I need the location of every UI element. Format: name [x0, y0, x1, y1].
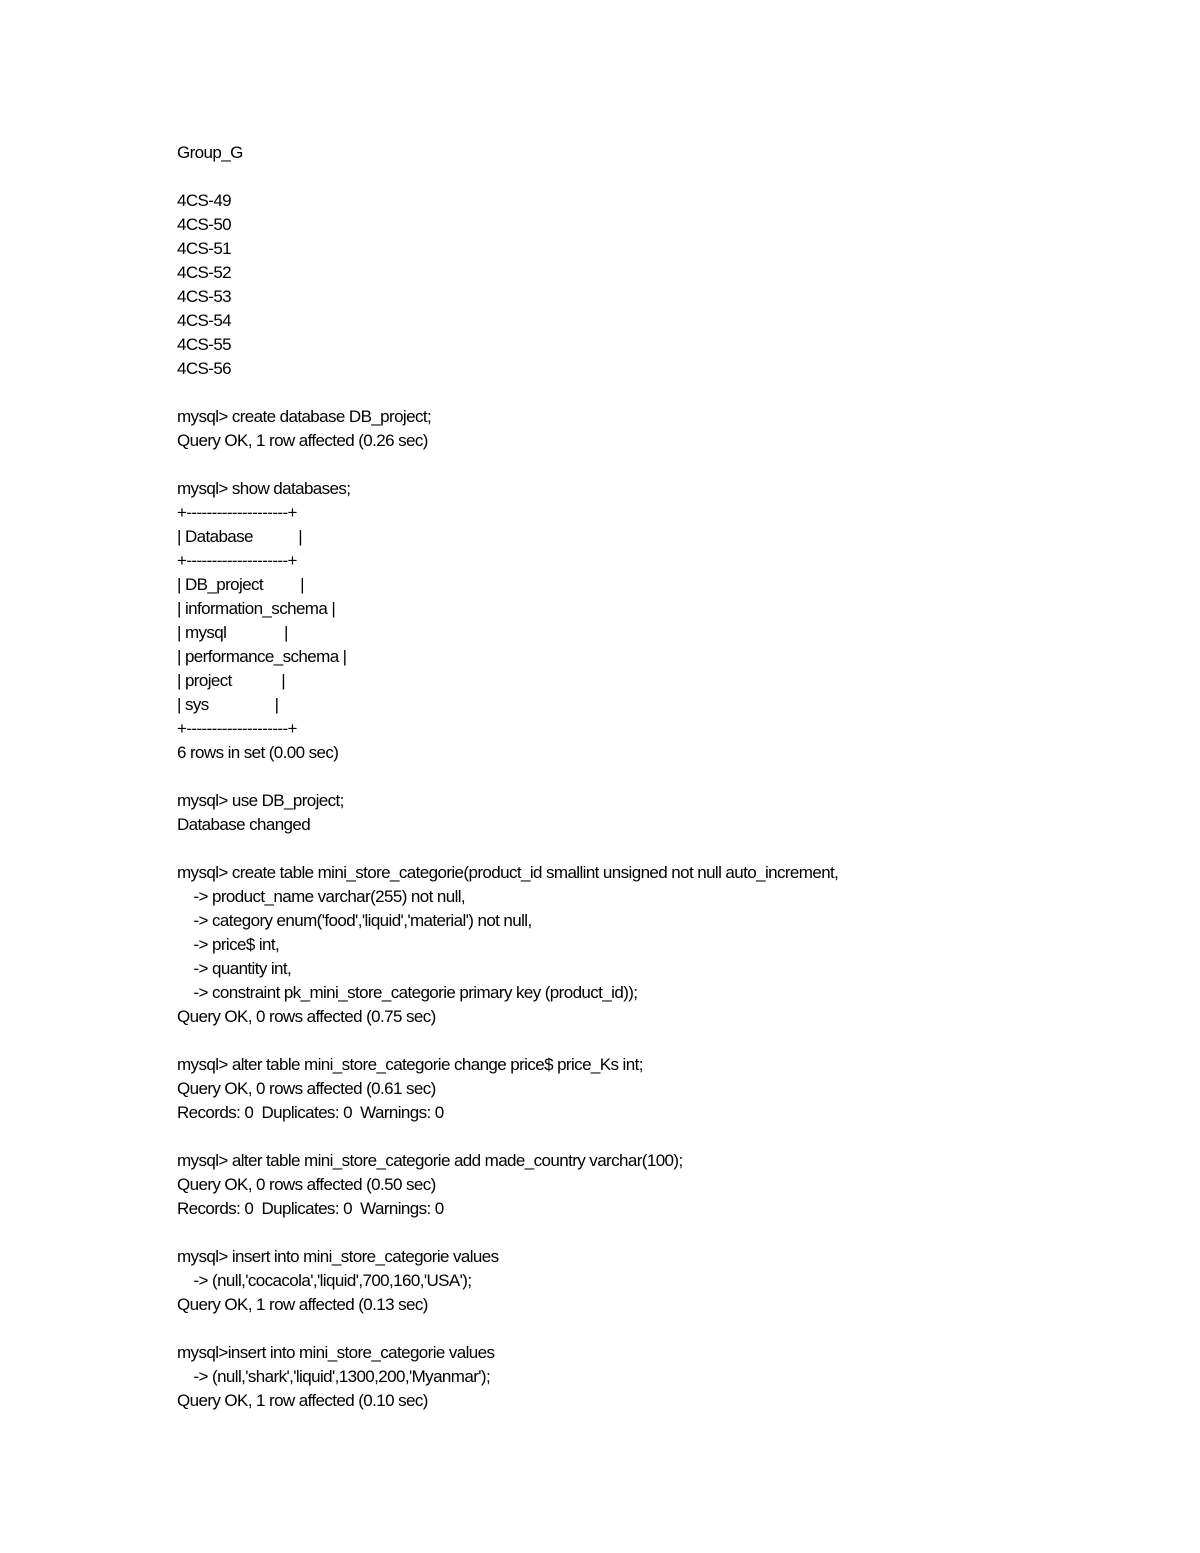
- sql-continuation-line: -> (null,'shark','liquid',1300,200,'Myanmar');: [177, 1367, 491, 1386]
- sql-continuation-line: -> price$ int,: [177, 935, 280, 954]
- section-use-database: [177, 789, 1077, 837]
- sql-command-line: mysql> insert into mini_store_categorie values: [177, 1247, 499, 1266]
- member-list: [177, 189, 1077, 381]
- table-row-line: | information_schema |: [177, 599, 336, 618]
- table-row-line: | sys |: [177, 695, 279, 714]
- sql-output-line: Records: 0 Duplicates: 0 Warnings: 0: [177, 1199, 444, 1218]
- table-border-line: +--------------------+: [177, 719, 297, 738]
- sql-command-line: mysql> create table mini_store_categorie(product_id smallint unsigned not null auto_increment,: [177, 863, 839, 882]
- section-create-database: [177, 405, 1077, 453]
- member-id: 4CS-50: [177, 215, 232, 234]
- blank-line: [177, 165, 1077, 189]
- sql-output-line: Query OK, 1 row affected (0.13 sec): [177, 1295, 428, 1314]
- sql-continuation-line: -> product_name varchar(255) not null,: [177, 887, 466, 906]
- sql-output-line: Records: 0 Duplicates: 0 Warnings: 0: [177, 1103, 444, 1122]
- member-id: 4CS-49: [177, 191, 232, 210]
- section-show-databases: [177, 477, 1077, 765]
- document-body: [177, 141, 1077, 1413]
- member-id: 4CS-54: [177, 311, 232, 330]
- member-id: 4CS-55: [177, 335, 232, 354]
- blank-line: [177, 1221, 1077, 1245]
- table-row-line: | mysql |: [177, 623, 288, 642]
- member-id: 4CS-56: [177, 359, 232, 378]
- sql-output-line: Query OK, 0 rows affected (0.75 sec): [177, 1007, 436, 1026]
- table-row-line: | project |: [177, 671, 286, 690]
- sql-command-line: mysql> alter table mini_store_categorie change price$ price_Ks int;: [177, 1055, 643, 1074]
- sql-output-line: Query OK, 1 row affected (0.26 sec): [177, 431, 428, 450]
- table-border-line: +--------------------+: [177, 503, 297, 522]
- blank-line: [177, 1317, 1077, 1341]
- sql-command-line: mysql> alter table mini_store_categorie add made_country varchar(100);: [177, 1151, 683, 1170]
- member-id: 4CS-51: [177, 239, 232, 258]
- sql-output-line: 6 rows in set (0.00 sec): [177, 743, 339, 762]
- sql-command-line: mysql> show databases;: [177, 479, 351, 498]
- section-insert-cocacola: [177, 1245, 1077, 1317]
- blank-line: [177, 453, 1077, 477]
- member-id: 4CS-52: [177, 263, 232, 282]
- blank-line: [177, 1125, 1077, 1149]
- blank-line: [177, 765, 1077, 789]
- section-alter-add-column: [177, 1149, 1077, 1221]
- member-id: 4CS-53: [177, 287, 232, 306]
- table-row-line: | performance_schema |: [177, 647, 347, 666]
- section-insert-shark: [177, 1341, 1077, 1413]
- section-alter-change-column: [177, 1053, 1077, 1125]
- sql-continuation-line: -> category enum('food','liquid','material') not null,: [177, 911, 532, 930]
- group-title: Group_G: [177, 143, 243, 162]
- blank-line: [177, 381, 1077, 405]
- table-row-line: | DB_project |: [177, 575, 304, 594]
- sql-command-line: mysql> use DB_project;: [177, 791, 344, 810]
- blank-line: [177, 837, 1077, 861]
- table-border-line: +--------------------+: [177, 551, 297, 570]
- sql-continuation-line: -> constraint pk_mini_store_categorie primary key (product_id));: [177, 983, 638, 1002]
- blank-line: [177, 1029, 1077, 1053]
- sql-output-line: Query OK, 1 row affected (0.10 sec): [177, 1391, 428, 1410]
- sql-continuation-line: -> (null,'cocacola','liquid',700,160,'USA');: [177, 1271, 472, 1290]
- section-create-table: [177, 861, 1077, 1029]
- sql-output-line: Database changed: [177, 815, 311, 834]
- sql-command-line: mysql>insert into mini_store_categorie values: [177, 1343, 495, 1362]
- sql-command-line: mysql> create database DB_project;: [177, 407, 432, 426]
- table-header-line: | Database |: [177, 527, 303, 546]
- sql-output-line: Query OK, 0 rows affected (0.50 sec): [177, 1175, 436, 1194]
- sql-output-line: Query OK, 0 rows affected (0.61 sec): [177, 1079, 436, 1098]
- sql-continuation-line: -> quantity int,: [177, 959, 292, 978]
